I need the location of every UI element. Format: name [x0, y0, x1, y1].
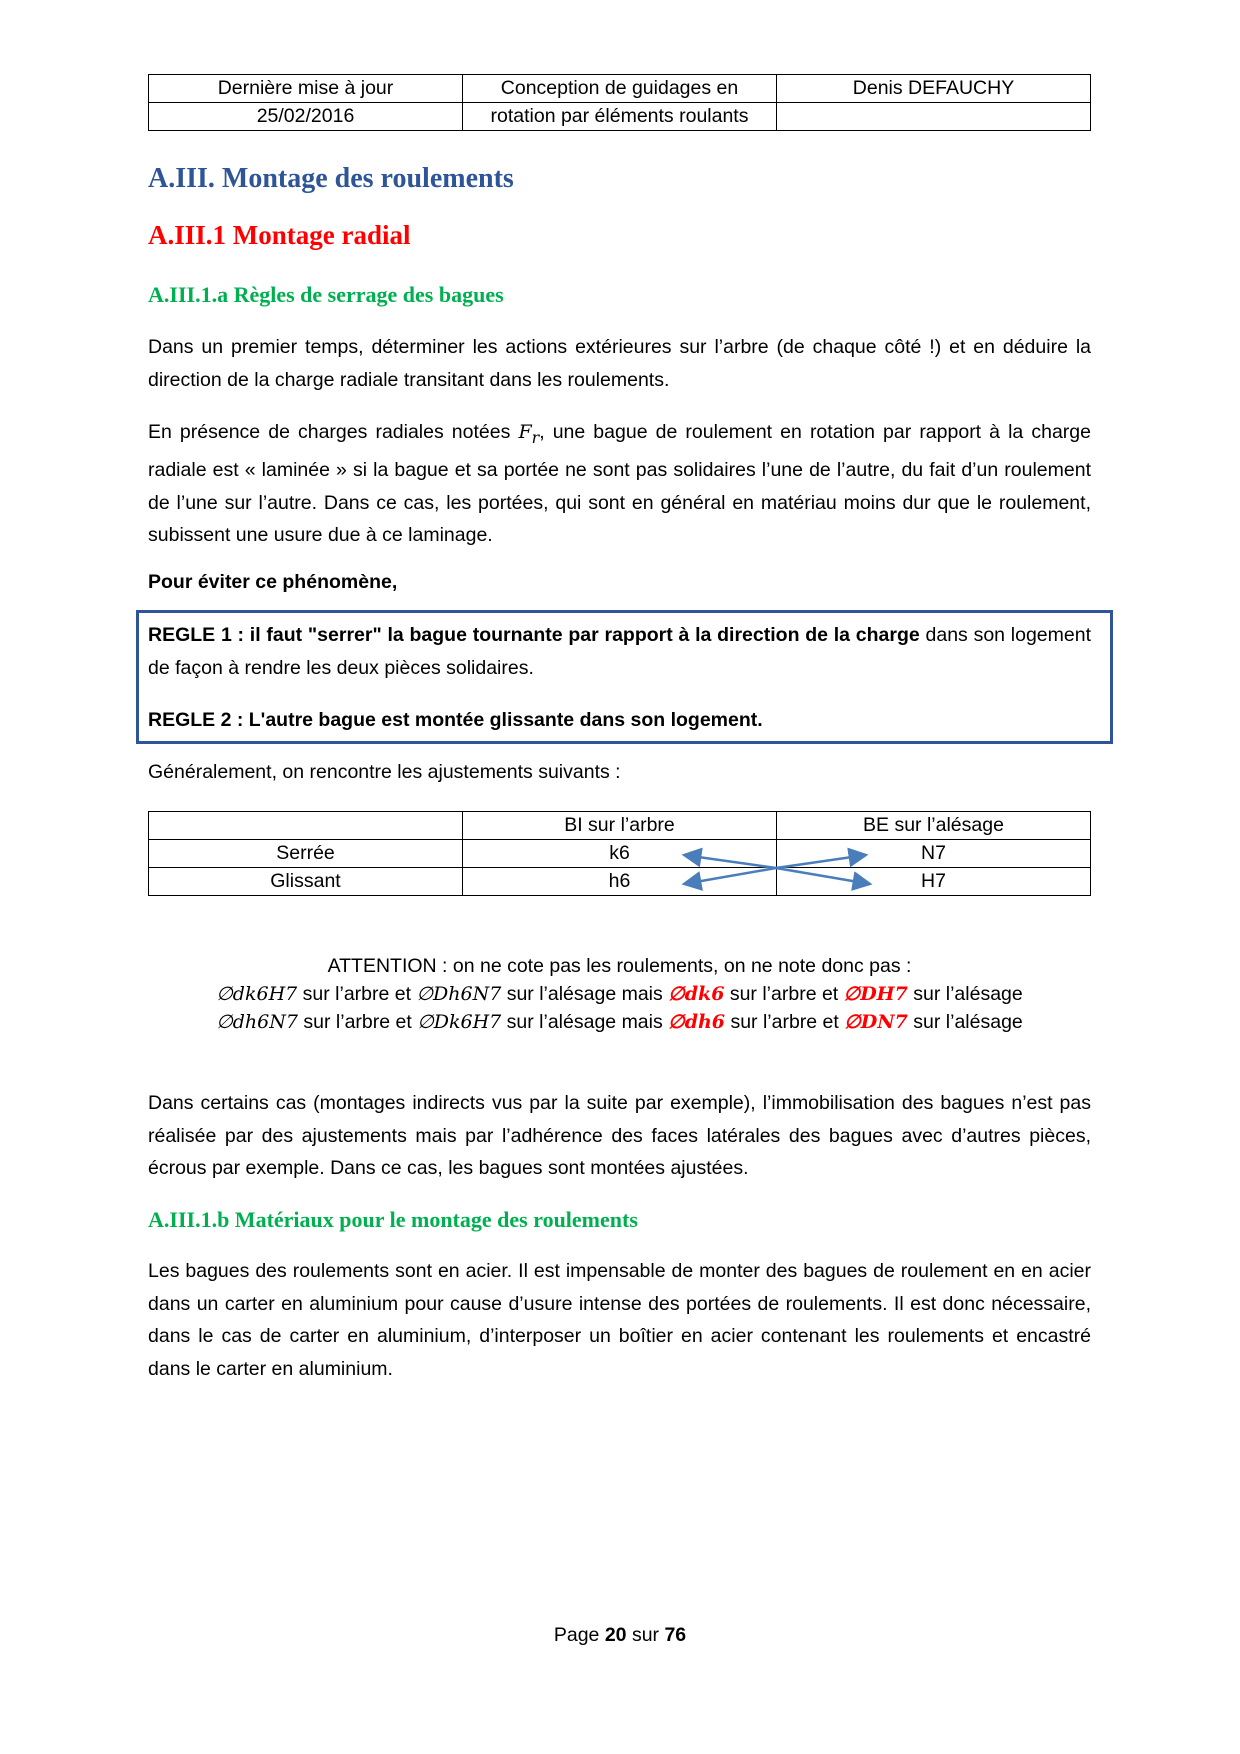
- attention-line-3: ∅dh6N7 sur l’arbre et ∅Dk6H7 sur l’alésage mais ∅dh6 sur l’arbre et ∅DN7 sur l’alésage: [216, 1011, 1023, 1033]
- attention-line-1: ATTENTION : on ne cote pas les roulements, on ne note donc pas :: [327, 955, 912, 977]
- subsubsection-heading-b: A.III.1.b Matériaux pour le montage des roulements: [148, 1207, 638, 1232]
- section-heading: A.III. Montage des roulements: [148, 163, 514, 194]
- p2-text-b: , une bague de roulement en rotation par rapport à la charge radiale est « laminée » si la bague et sa portée ne sont pas solidaires l’une de l’autre, du fait d’un roulement de l’une sur l’autre. Dans ce cas, les portées, qui sont en général en matériau moins dur que le roulement, subissent une usure due à ce laminage.: [148, 421, 1091, 547]
- paragraph-6: Les bagues des roulements sont en acier. Il est impensable de monter des bagues de roulement en en acier dans un carter en aluminium pour cause d’usure intense des portées de roulements. Il est donc nécessaire, dans le cas de carter en aluminium, d’interposer un boîtier en acier contenant les roulements et encastré dans le carter en aluminium.: [148, 1260, 1091, 1380]
- updated-date: 25/02/2016: [149, 103, 463, 131]
- rule-1: REGLE 1 : il faut "serrer" la bague tournante par rapport à la direction de la charge dans son logement de façon à rendre les deux pièces solidaires.: [148, 624, 1091, 679]
- subsubsection-heading-a: A.III.1.a Règles de serrage des bagues: [148, 282, 504, 307]
- p2-text-a: En présence de charges radiales notées: [148, 421, 519, 443]
- attention-line-2: ∅dk6H7 sur l’arbre et ∅Dh6N7 sur l’alésage mais ∅dk6 sur l’arbre et ∅DH7 sur l’alésage: [216, 983, 1023, 1005]
- page-footer: Page 20 sur 76: [553, 1624, 687, 1646]
- doc-title-line1: Conception de guidages en: [463, 75, 777, 103]
- paragraph-3: Pour éviter ce phénomène,: [148, 571, 398, 593]
- paragraph-4: Généralement, on rencontre les ajustements suivants :: [148, 761, 621, 783]
- empty-cell: [777, 103, 1091, 131]
- subsection-heading: A.III.1 Montage radial: [148, 220, 411, 250]
- paragraph-5: Dans certains cas (montages indirects vus par la suite par exemple), l’immobilisation des bagues n’est pas réalisée par des ajustements mais par l’adhérence des faces latérales des bagues avec d’autres pièces, écrous par exemple. Dans ce cas, les bagues sont montées ajustées.: [148, 1092, 1091, 1179]
- rule-2: REGLE 2 : L'autre bague est montée glissante dans son logement.: [148, 709, 763, 731]
- header-table: [148, 74, 1091, 131]
- paragraph-2: [148, 416, 1091, 552]
- author: Denis DEFAUCHY: [777, 75, 1091, 103]
- table-row: Serrée k6 N7: [149, 840, 1091, 868]
- paragraph-1: Dans un premier temps, déterminer les actions extérieures sur l’arbre (de chaque côté !) et en déduire la direction de la charge radiale transitant dans les roulements.: [148, 336, 1091, 391]
- force-symbol: $F_r$: [518, 421, 540, 447]
- table-row: Glissant h6 H7: [149, 868, 1091, 896]
- fit-table: [148, 811, 1091, 896]
- table-header-row: BI sur l’arbre BE sur l’alésage: [149, 812, 1091, 840]
- doc-title-line2: rotation par éléments roulants: [463, 103, 777, 131]
- updated-label: Dernière mise à jour: [149, 75, 463, 103]
